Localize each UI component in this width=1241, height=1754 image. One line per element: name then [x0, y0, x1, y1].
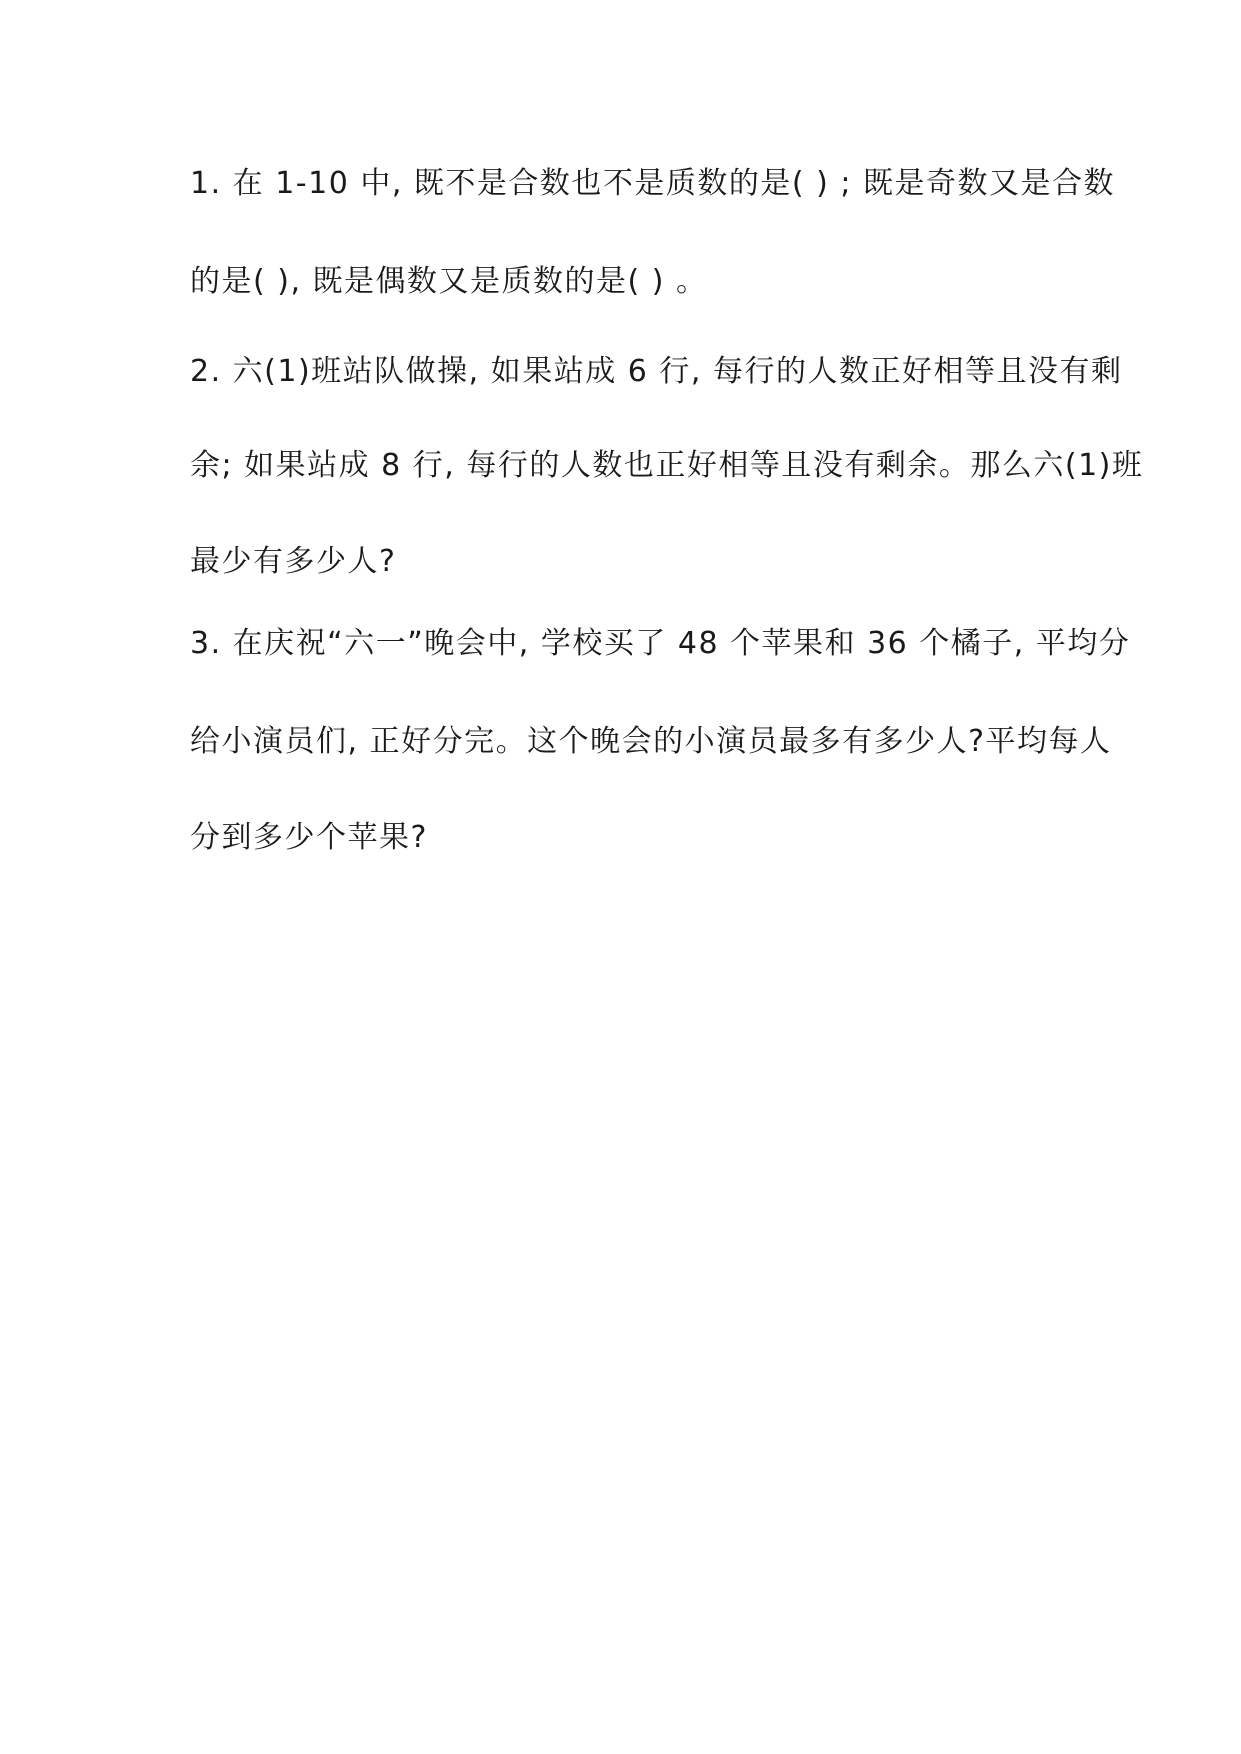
question-1-line-2: 的是( ), 既是偶数又是质数的是( ) 。 [190, 264, 708, 299]
question-3-line-2: 给小演员们, 正好分完。这个晚会的小演员最多有多少人?平均每人 [190, 724, 1112, 759]
question-2-line-3: 最少有多少人? [190, 544, 397, 579]
question-2-line-1: 2. 六(1)班站队做操, 如果站成 6 行, 每行的人数正好相等且没有剩 [190, 354, 1123, 389]
question-3-line-3: 分到多少个苹果? [190, 820, 428, 855]
question-3-line-1: 3. 在庆祝“六一”晚会中, 学校买了 48 个苹果和 36 个橘子, 平均分 [190, 626, 1131, 661]
question-2-line-2: 余; 如果站成 8 行, 每行的人数也正好相等且没有剩余。那么六(1)班 [190, 448, 1144, 483]
question-1-line-1: 1. 在 1-10 中, 既不是合数也不是质数的是( ) ; 既是奇数又是合数 [190, 166, 1116, 201]
